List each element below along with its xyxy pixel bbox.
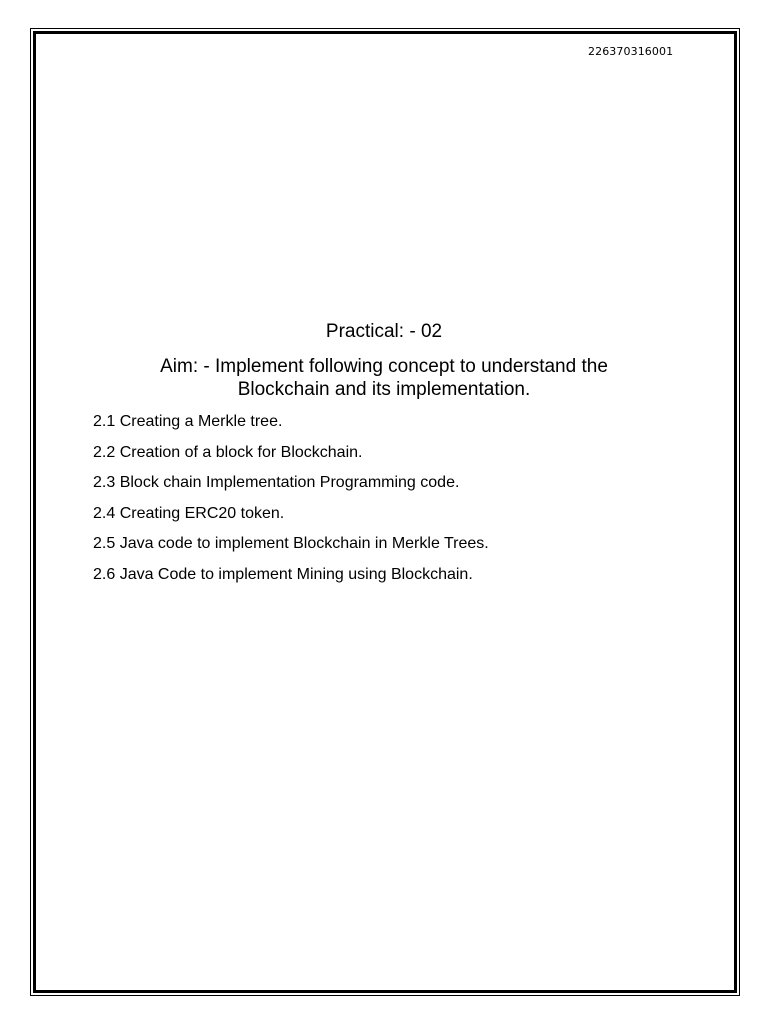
list-item: 2.5 Java code to implement Blockchain in Merkle Trees. bbox=[93, 535, 489, 553]
list-item: 2.1 Creating a Merkle tree. bbox=[93, 413, 283, 430]
aim-statement bbox=[0, 355, 768, 401]
aim-line-2: Blockchain and its implementation. bbox=[237, 379, 531, 400]
sub-practical-list bbox=[93, 412, 489, 596]
list-item: 2.2 Creation of a block for Blockchain. bbox=[93, 443, 363, 461]
list-item: 2.6 Java Code to implement Mining using Blockchain. bbox=[93, 565, 473, 583]
aim-line-1: Aim: - Implement following concept to understand the bbox=[160, 356, 608, 377]
student-id: 226370316001 bbox=[588, 45, 674, 58]
practical-title: Practical: - 02 bbox=[325, 321, 443, 342]
list-item: 2.4 Creating ERC20 token. bbox=[93, 504, 285, 522]
list-item: 2.3 Block chain Implementation Programming code. bbox=[93, 474, 460, 492]
